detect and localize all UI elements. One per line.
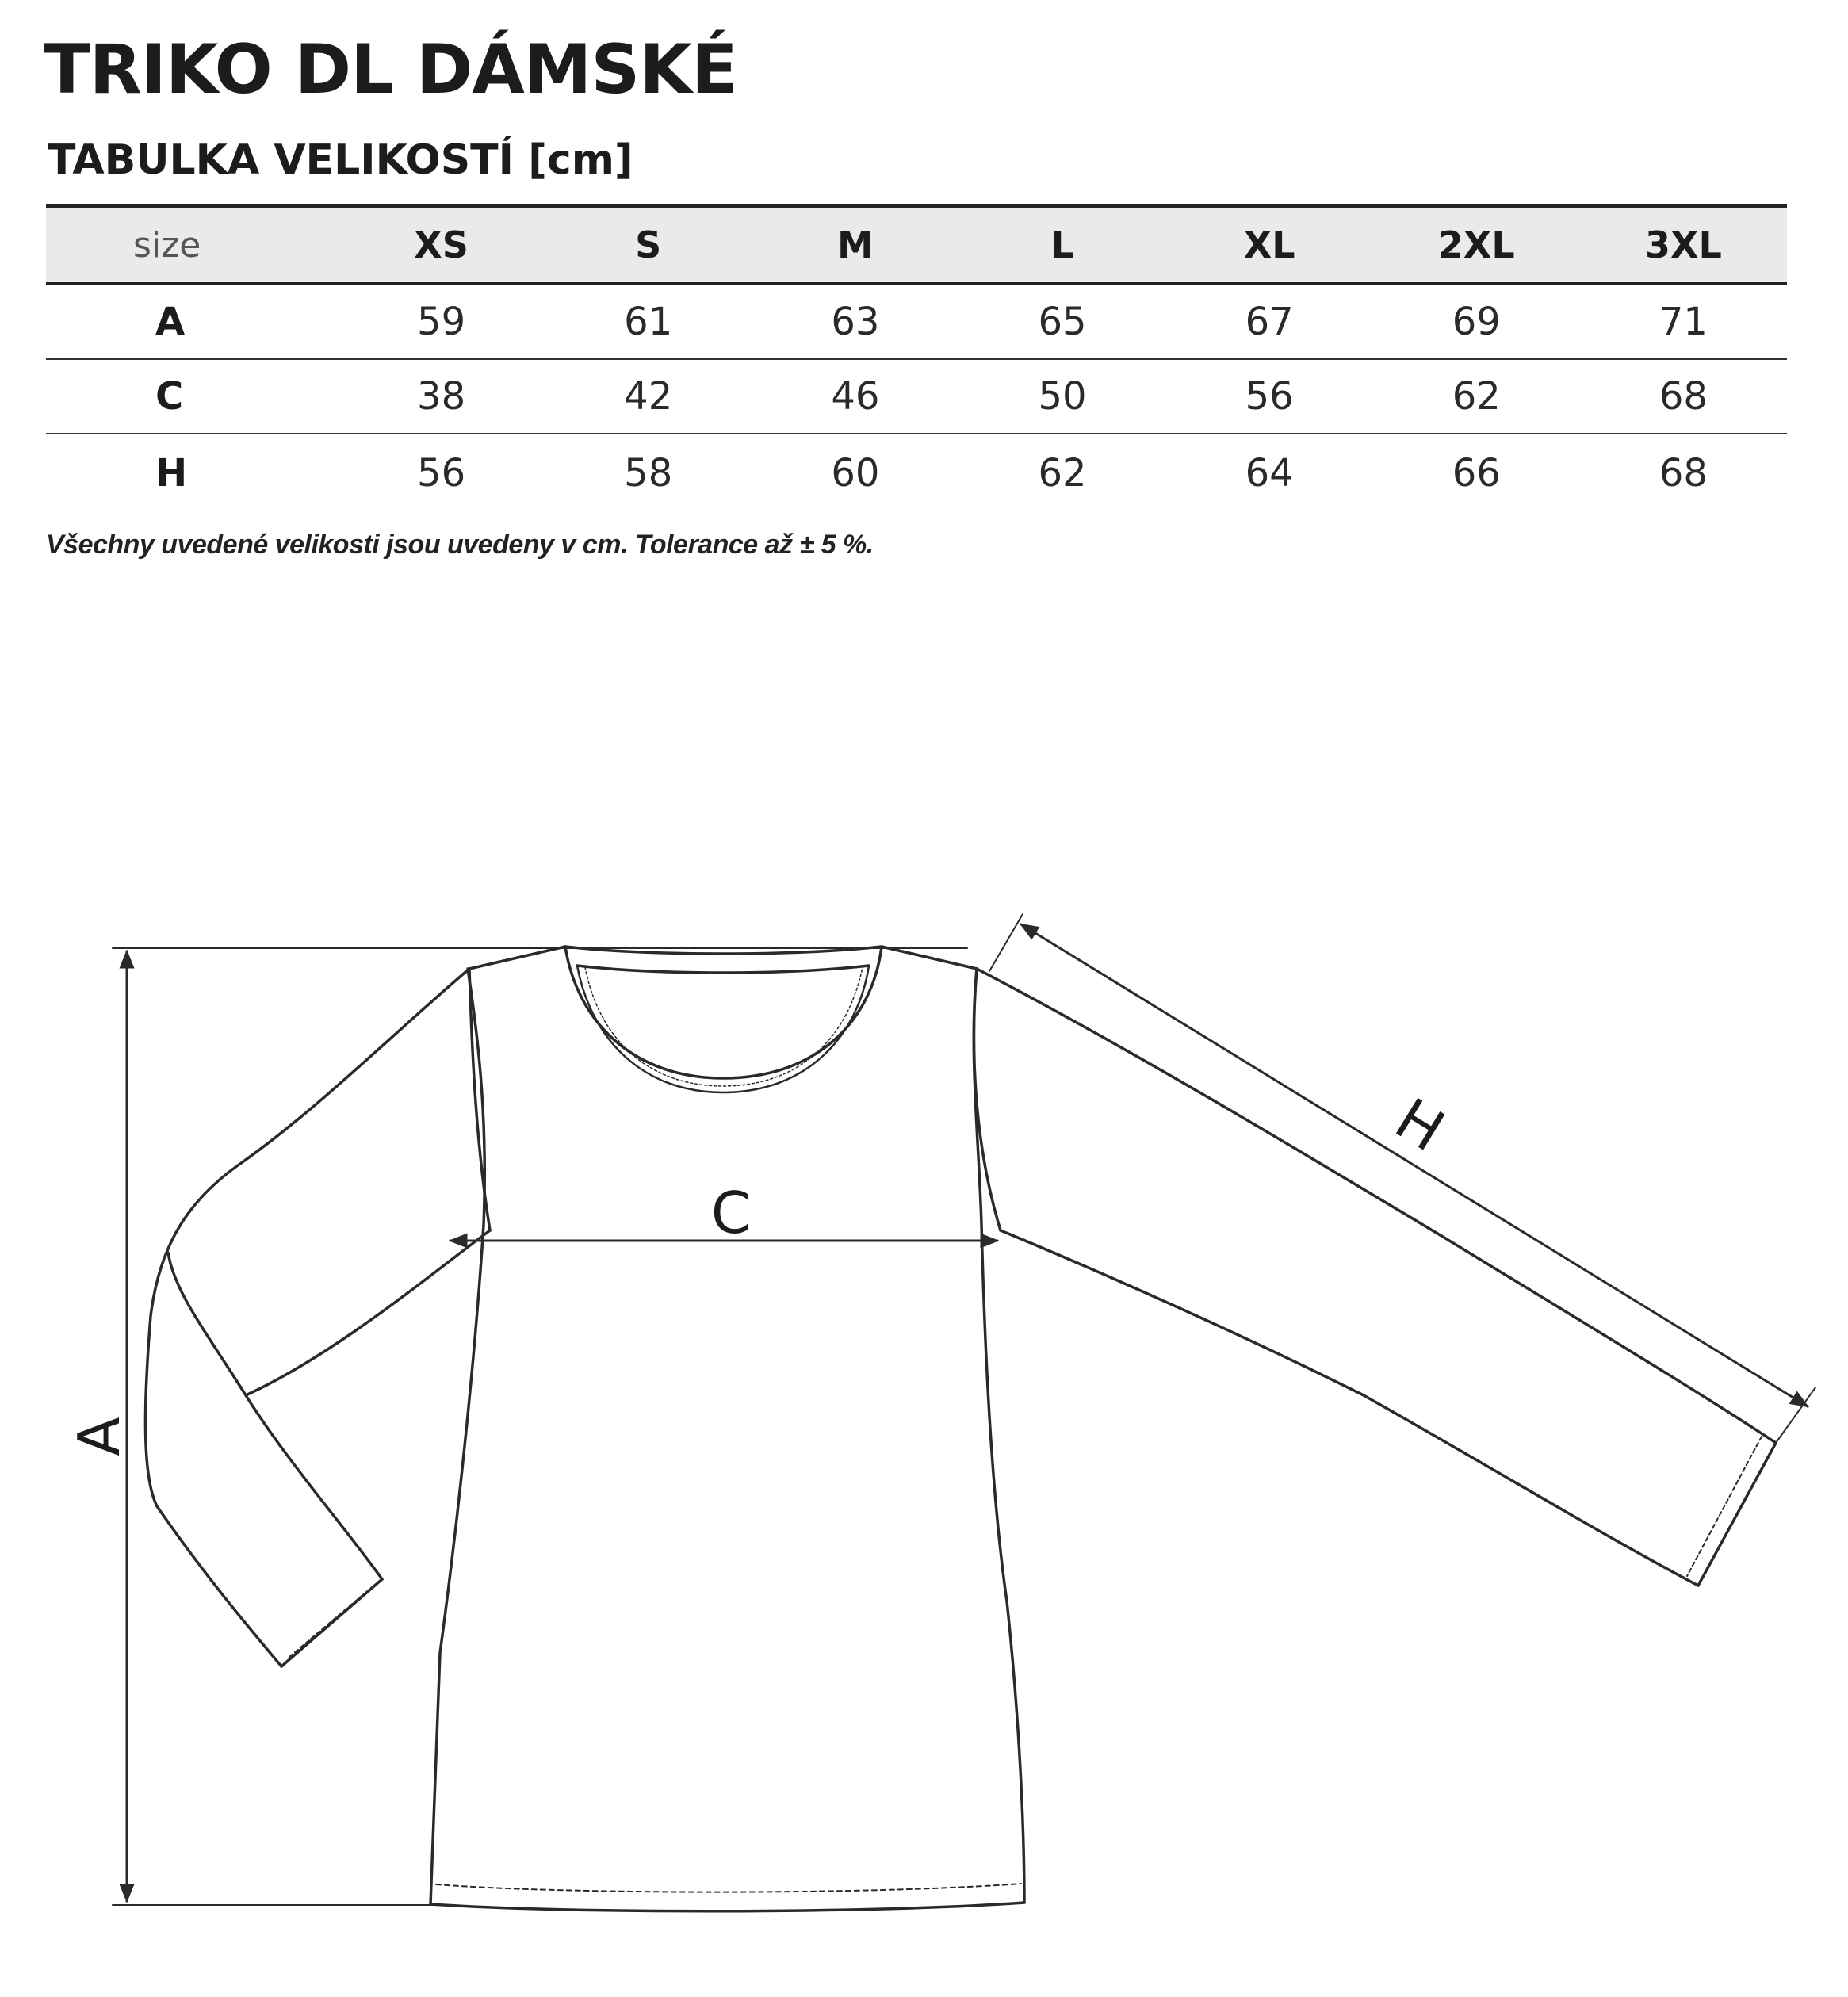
- size-header-s: S: [545, 206, 752, 285]
- table-cell: 62: [1373, 359, 1580, 434]
- size-header-xl: XL: [1166, 206, 1373, 285]
- label-c: C: [710, 1180, 752, 1246]
- size-header-m: M: [752, 206, 958, 285]
- row-label-a: A: [46, 284, 338, 359]
- row-label-c: C: [46, 359, 338, 434]
- table-cell: 62: [1038, 451, 1087, 495]
- tshirt-outline: [145, 947, 1776, 1911]
- table-cell: 42: [545, 359, 752, 434]
- table-cell: 46: [752, 359, 958, 434]
- label-h: H: [1384, 1085, 1456, 1165]
- tolerance-note: Všechny uvedené velikosti jsou uvedeny v cm. Tolerance až ± 5 %.: [46, 530, 874, 560]
- size-column-header: size: [46, 206, 338, 285]
- label-a: A: [66, 1417, 132, 1456]
- table-cell: 56: [417, 451, 466, 495]
- table-cell: 59: [338, 284, 545, 359]
- size-header-2xl: 2XL: [1373, 206, 1580, 285]
- dimension-a: [113, 948, 967, 1905]
- table-cell: 58: [624, 451, 673, 495]
- page-title: TRIKO DL DÁMSKÉ: [44, 30, 737, 109]
- table-cell: 66: [1452, 451, 1501, 495]
- table-cell: 63: [752, 284, 958, 359]
- size-header-l: L: [958, 206, 1165, 285]
- table-cell: 67: [1166, 284, 1373, 359]
- row-label-h: H: [155, 451, 188, 495]
- table-cell: 61: [545, 284, 752, 359]
- size-table-subtitle: TABULKA VELIKOSTÍ [cm]: [48, 136, 633, 184]
- table-cell: 56: [1166, 359, 1373, 434]
- table-cell: 64: [1245, 451, 1294, 495]
- table-cell: 69: [1373, 284, 1580, 359]
- dimension-h: [989, 914, 1815, 1443]
- table-cell: 38: [338, 359, 545, 434]
- table-cell: 68: [1659, 451, 1708, 495]
- table-cell: 65: [958, 284, 1165, 359]
- table-cell: 60: [831, 451, 880, 495]
- table-cell: 71: [1580, 284, 1787, 359]
- table-cell: 50: [958, 359, 1165, 434]
- table-cell: 68: [1580, 359, 1787, 434]
- size-header-3xl: 3XL: [1580, 206, 1787, 285]
- size-header-xs: XS: [338, 206, 545, 285]
